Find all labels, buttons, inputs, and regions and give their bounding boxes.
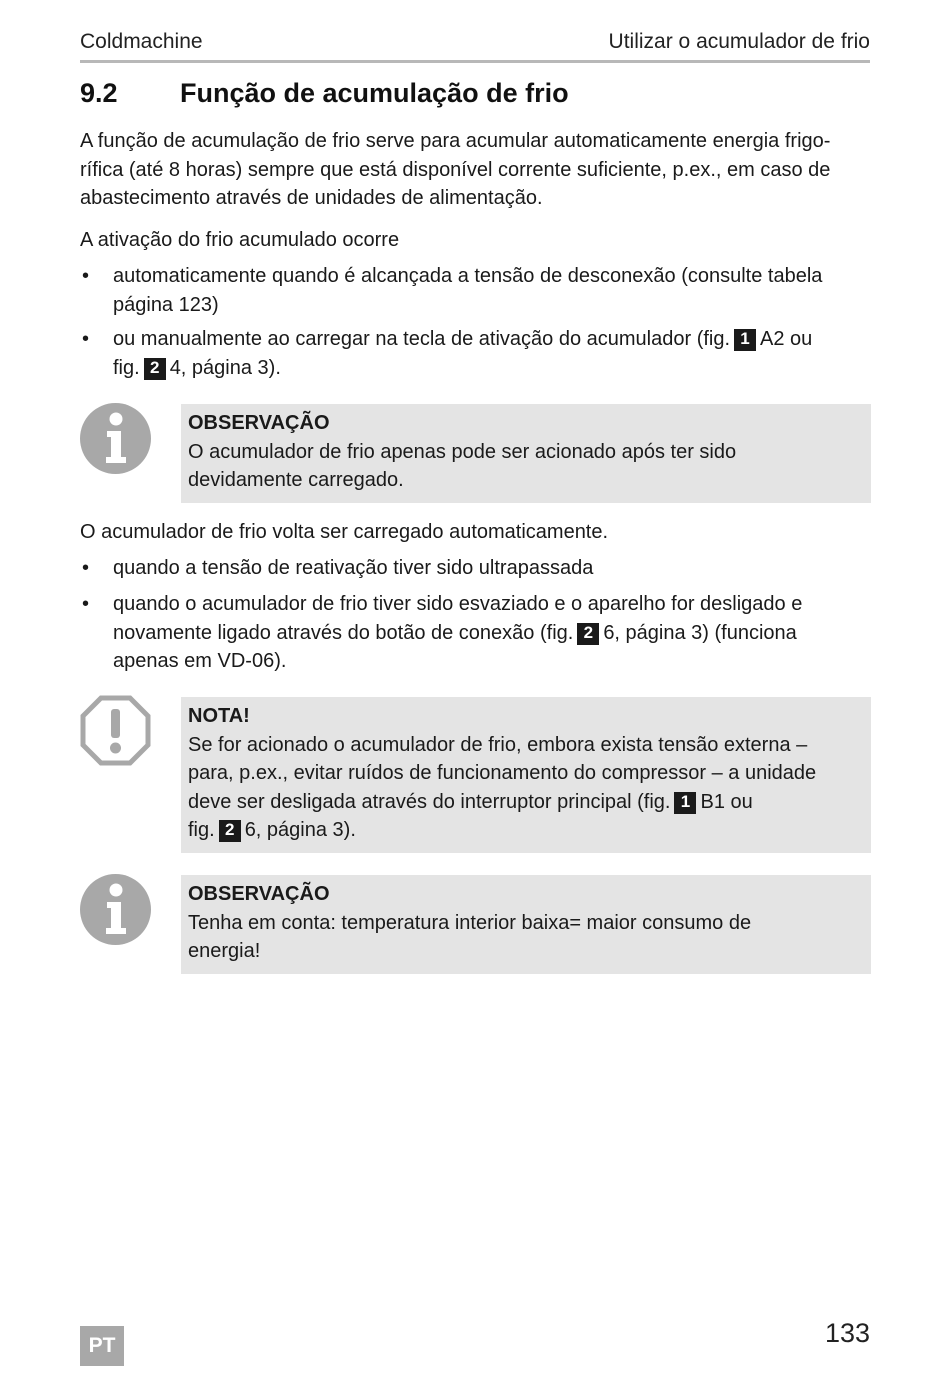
list-item-text: 6, página 3) (funciona xyxy=(603,621,797,644)
warning-text: B1 ou xyxy=(700,790,753,813)
note-line: energia! xyxy=(188,940,261,962)
intro-line: abastecimento através de unidades de alimentação. xyxy=(80,187,543,209)
section-title: Função de acumulação de frio xyxy=(180,78,569,108)
list-item xyxy=(80,554,870,583)
header-product: Coldmachine xyxy=(80,30,203,53)
activation-lead: A ativação do frio acumulado ocorre xyxy=(80,229,400,251)
bullet-dot: • xyxy=(82,328,90,350)
bullet-dot: • xyxy=(82,265,90,287)
info-icon xyxy=(80,403,151,474)
list-item-line: automaticamente quando é alcançada a tensão de desconexão (consulte tabela xyxy=(113,265,823,287)
figure-ref-badge: 1 xyxy=(734,329,756,351)
section-number: 9.2 xyxy=(80,78,118,108)
recharge-lead: O acumulador de frio volta ser carregado automaticamente. xyxy=(80,521,609,543)
warning-line: Se for acionado o acumulador de frio, embora exista tensão externa – xyxy=(188,733,808,756)
header-chapter: Utilizar o acumulador de frio xyxy=(608,30,870,53)
warning-title: NOTA! xyxy=(188,705,250,727)
list-item-text: fig. xyxy=(113,356,140,379)
page-number: 133 xyxy=(824,1318,870,1348)
warning-text: deve ser desligada através do interruptor principal (fig. xyxy=(188,790,671,813)
figure-ref-badge: 2 xyxy=(144,358,166,380)
list-item-line: quando o acumulador de frio tiver sido esvaziado e o aparelho for desligado e xyxy=(113,593,803,615)
list-item-text: 4, página 3). xyxy=(169,356,281,379)
note-title: OBSERVAÇÃO xyxy=(188,883,330,905)
language-badge: PT xyxy=(80,1326,124,1366)
bullet-dot: • xyxy=(82,593,90,615)
list-item-line: quando a tensão de reativação tiver sido ultrapassada xyxy=(113,557,594,579)
note-box xyxy=(181,875,871,974)
exclamation-octagon-icon xyxy=(80,695,151,766)
info-icon xyxy=(80,874,151,945)
note-line: Tenha em conta: temperatura interior baixa= maior consumo de xyxy=(188,911,752,934)
note-line: devidamente carregado. xyxy=(188,469,404,491)
list-item-text: ou manualmente ao carregar na tecla de ativação do acumulador (fig. xyxy=(113,328,731,350)
warning-line: para, p.ex., evitar ruídos de funcionamento do compressor – a unidade xyxy=(188,762,817,784)
list-item xyxy=(80,262,870,319)
note-box xyxy=(181,404,871,503)
figure-ref-badge: 2 xyxy=(219,820,241,842)
list-item xyxy=(80,590,870,676)
list-item-text: A2 ou xyxy=(760,328,813,350)
list-item xyxy=(80,325,870,382)
note-line: O acumulador de frio apenas pode ser acionado após ter sido xyxy=(188,440,737,463)
list-item-text: novamente ligado através do botão de conexão (fig. xyxy=(113,621,574,644)
note-title: OBSERVAÇÃO xyxy=(188,412,330,434)
warning-text: 6, página 3). xyxy=(244,819,356,841)
figure-ref-badge: 1 xyxy=(674,792,696,814)
figure-ref-badge: 2 xyxy=(577,623,599,645)
intro-paragraph xyxy=(80,127,870,213)
intro-line: rífica (até 8 horas) sempre que está disponível corrente suficiente, p.ex., em caso de xyxy=(80,158,831,181)
bullet-dot: • xyxy=(82,557,90,579)
section-heading xyxy=(80,78,870,109)
list-item-line: página 123) xyxy=(113,293,219,316)
list-item-line: apenas em VD-06). xyxy=(113,650,287,672)
warning-text: fig. xyxy=(188,819,215,841)
warning-box xyxy=(181,697,871,853)
page-header xyxy=(80,30,870,63)
intro-line: A função de acumulação de frio serve para acumular automaticamente energia frigo- xyxy=(80,130,831,152)
